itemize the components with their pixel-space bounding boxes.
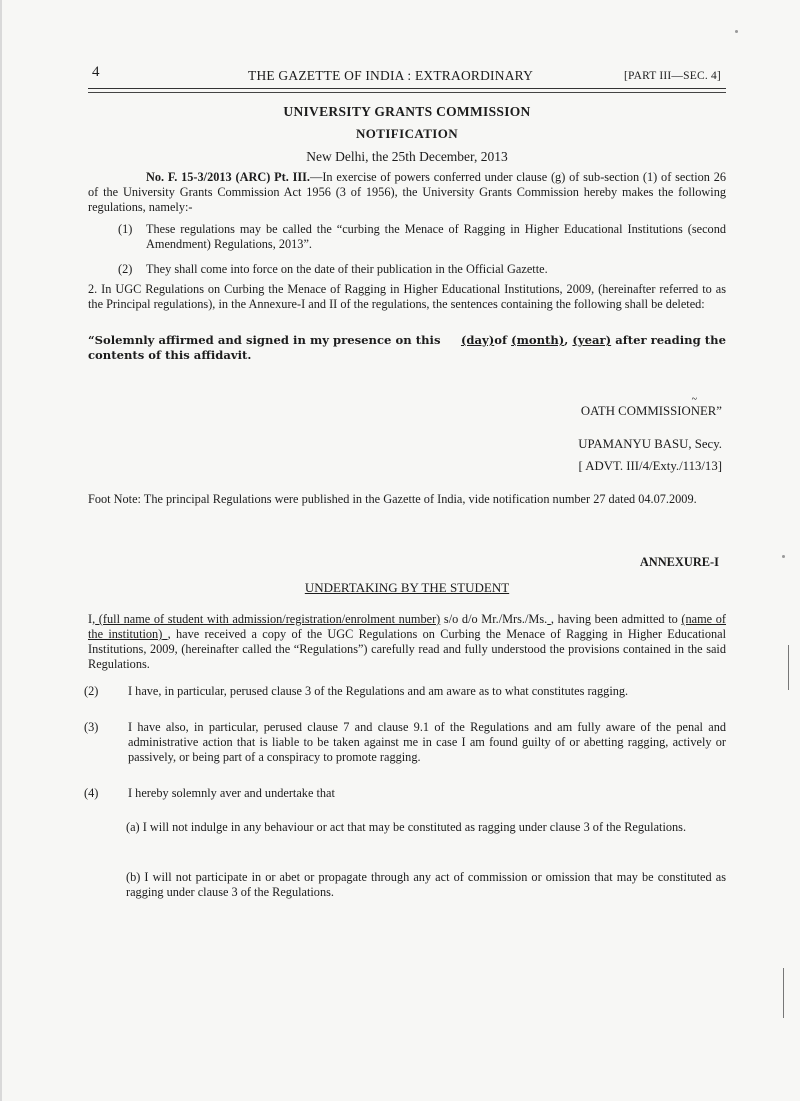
year-placeholder: (year) bbox=[572, 333, 612, 347]
notification-reference: No. F. 15-3/2013 (ARC) Pt. III. bbox=[146, 170, 311, 184]
affidavit-end: after reading the contents of this affidavit. bbox=[88, 333, 726, 362]
relation-text: s/o d/o Mr./Mrs./Ms. bbox=[440, 612, 548, 626]
admitted-text: , having been admitted to bbox=[550, 612, 682, 626]
scan-left-edge bbox=[0, 0, 2, 1101]
signatory: UPAMANYU BASU, Secy. bbox=[578, 437, 722, 451]
intro-rest: , have received a copy of the UGC Regulations on Curbing the Menace of Ragging in Higher Educational Institutions, 2009, (hereinafter called the “Regulations”) carefully read and fully understood the provisions contained in the said Regulations. bbox=[88, 627, 727, 671]
point-number: (2) bbox=[84, 684, 99, 698]
sub-clause-a: (a) I will not indulge in any behaviour or act that may be constituted as ragging under clause 3 of the Regulations. bbox=[126, 820, 687, 834]
point-number: (4) bbox=[84, 786, 99, 800]
scan-speck bbox=[782, 555, 785, 558]
affidavit-of: of bbox=[494, 333, 507, 347]
footnote-label: Foot Note: bbox=[88, 492, 141, 506]
commission-heading: UNIVERSITY GRANTS COMMISSION bbox=[283, 104, 531, 119]
page-number: 4 bbox=[92, 64, 100, 80]
scan-artifact-line bbox=[783, 968, 784, 1018]
header-rule-thin bbox=[88, 92, 726, 93]
institution-blank: (name of the institution) bbox=[88, 612, 727, 641]
intro-start: I, bbox=[88, 612, 96, 626]
footnote bbox=[88, 492, 726, 507]
dateline: New Delhi, the 25th December, 2013 bbox=[306, 149, 508, 164]
section-marker: [PART III—SEC. 4] bbox=[624, 70, 721, 82]
undertaking-point: I have also, in particular, perused clause 7 and clause 9.1 of the Regulations and am fully aware of the penal and administrative action that is liable to be taken against me in case I am found guilty of or abetting ragging, actively or passively, or being part of a conspiracy to promote ragging. bbox=[128, 720, 726, 764]
header-rule bbox=[88, 88, 726, 89]
signature-mark: ~ bbox=[691, 394, 697, 405]
annexure-label: ANNEXURE-I bbox=[639, 555, 719, 569]
student-name-blank: (full name of student with admission/registration/enrolment number) bbox=[95, 612, 441, 626]
day-placeholder: (day) bbox=[460, 333, 495, 347]
footnote-text: The principal Regulations were published in the Gazette of India, vide notification number 27 dated 04.07.2009. bbox=[140, 492, 697, 506]
undertaking-point: I have, in particular, perused clause 3 of the Regulations and am aware as to what constitutes ragging. bbox=[128, 684, 629, 698]
notification-heading: NOTIFICATION bbox=[355, 126, 459, 141]
oath-commissioner: OATH COMMISSIONER” bbox=[580, 404, 722, 418]
amendment-paragraph: 2. In UGC Regulations on Curbing the Menace of Ragging in Higher Educational Institutions, 2009, (hereinafter referred to as the Principal regulations), in the Annexure-I and II of the regulations, the sentences containing the following shall be deleted: bbox=[88, 282, 726, 311]
undertaking-point: I hereby solemnly aver and undertake that bbox=[128, 786, 335, 800]
preamble-paragraph bbox=[88, 170, 726, 215]
item-number: (1) bbox=[118, 222, 133, 236]
item-number: (2) bbox=[118, 262, 133, 276]
affidavit-comma: , bbox=[564, 333, 569, 347]
sub-clause-b: (b) I will not participate in or abet or propagate through any act of commission or omission that may be constituted as ragging under clause 3 of the Regulations. bbox=[126, 870, 726, 899]
regulation-item: These regulations may be called the “curbing the Menace of Ragging in Higher Educational Institutions (second Amendment) Regulations, 2013”. bbox=[146, 222, 726, 251]
advertisement-reference: [ ADVT. III/4/Exty./113/13] bbox=[578, 459, 722, 473]
deleted-affidavit-text bbox=[88, 333, 726, 363]
gazette-title: THE GAZETTE OF INDIA : EXTRAORDINARY bbox=[248, 68, 534, 83]
scan-speck bbox=[735, 30, 738, 33]
preamble-text: —In exercise of powers conferred under clause (g) of sub-section (1) of section 26 of the University Grants Commission Act 1956 (3 of 1956), the University Grants Commission hereby makes the following regulations, namely:- bbox=[88, 170, 726, 214]
affidavit-start: “Solemnly affirmed and signed in my presence on this bbox=[88, 333, 441, 347]
undertaking-title: UNDERTAKING BY THE STUDENT bbox=[304, 580, 510, 595]
month-placeholder: (month) bbox=[511, 333, 565, 347]
undertaking-intro bbox=[88, 612, 726, 672]
regulation-item: They shall come into force on the date of their publication in the Official Gazette. bbox=[146, 262, 548, 276]
scan-artifact-line bbox=[788, 645, 789, 690]
point-number: (3) bbox=[84, 720, 99, 734]
